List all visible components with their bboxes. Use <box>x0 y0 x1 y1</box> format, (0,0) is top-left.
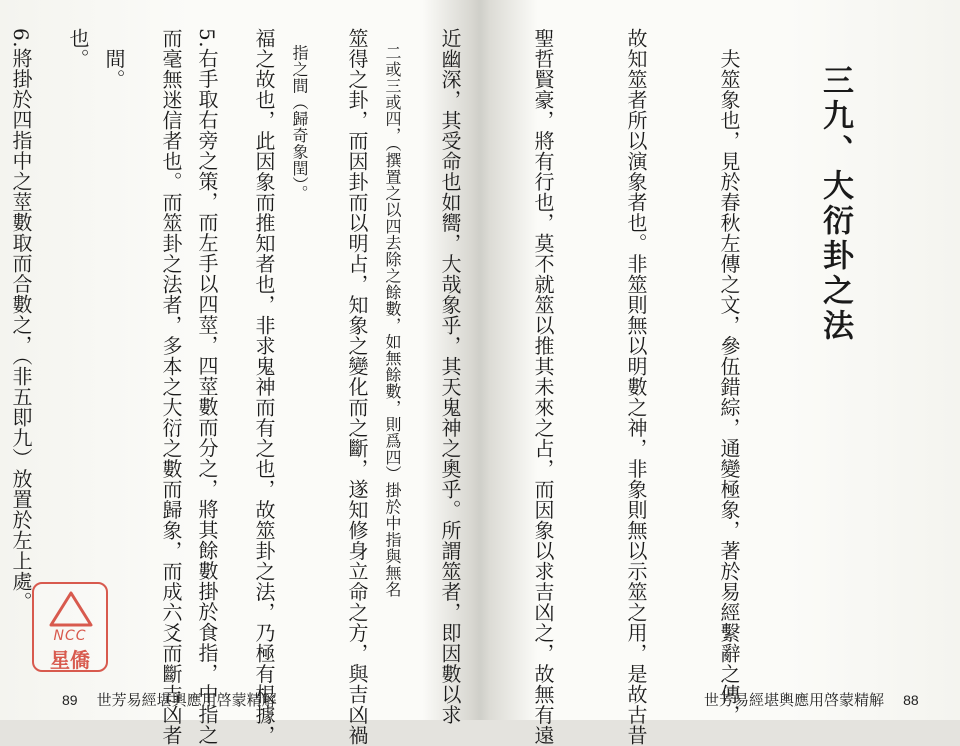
page-number-right: 88 <box>903 692 919 708</box>
continuation-line: 二或三或四，（撰置之以四去除之餘數，如無餘數，則爲四）掛於中指與無名 <box>383 28 402 598</box>
continuation-line: 指之間（歸奇象閏）。 <box>290 28 309 202</box>
paragraph-line: 福之故也，此因象而推知者也，非求鬼神而有之也，故筮卦之法，乃極有根據， <box>252 28 276 746</box>
paragraph-line: 筮得之卦，而因卦而以明占，知象之變化而之斷，遂知修身立命之方，與吉凶禍 <box>345 28 369 746</box>
book-title-left: 世芳易經堪輿應用啓蒙精解 <box>96 691 277 709</box>
right-page-footer <box>704 689 919 710</box>
page-number-left: 89 <box>62 692 78 708</box>
paragraph-line: 而毫無迷信者也。而筮卦之法者，多本之大衍之數而歸象，而成六爻而斷吉凶者 <box>159 28 183 746</box>
step-line: 5.右手取右旁之策，而左手以四莖，四莖數而分之，將其餘數掛於食指，中指之 <box>195 28 219 746</box>
stamp-ncc-text: NCC <box>53 628 87 644</box>
stamp-brand-text: 星僑 <box>50 648 90 672</box>
paragraph-line: 也。 <box>66 28 90 69</box>
paragraph-line: 聖哲賢豪，將有行也，莫不就筮以推其未來之占，而因象以求吉凶之，故無有遠 <box>531 28 555 746</box>
step-line: 間。 <box>102 28 126 90</box>
ncc-watermark-stamp <box>32 582 108 672</box>
book-title-right: 世芳易經堪輿應用啓蒙精解 <box>704 691 885 709</box>
paragraph-line: 近幽深，其受命也如嚮，大哉象乎，其天鬼神之奧乎。所謂筮者，即因數以求 <box>438 28 462 725</box>
paragraph-line: 故知筮者所以演象者也。非筮則無以明數之神，非象則無以示筮之用，是故古昔 <box>624 28 648 746</box>
paragraph-line: 夫筮象也，見於春秋左傳之文，參伍錯綜，通變極象，著於易經繫辭之傳， <box>717 28 741 725</box>
step-line: 6.將掛於四指中之莖數取而合數之，（非五即九）放置於左上處。 <box>9 28 33 613</box>
triangle-logo-icon <box>48 590 94 628</box>
left-page-footer <box>62 689 277 710</box>
chapter-title: 三九、大衍卦之法 <box>817 64 853 344</box>
